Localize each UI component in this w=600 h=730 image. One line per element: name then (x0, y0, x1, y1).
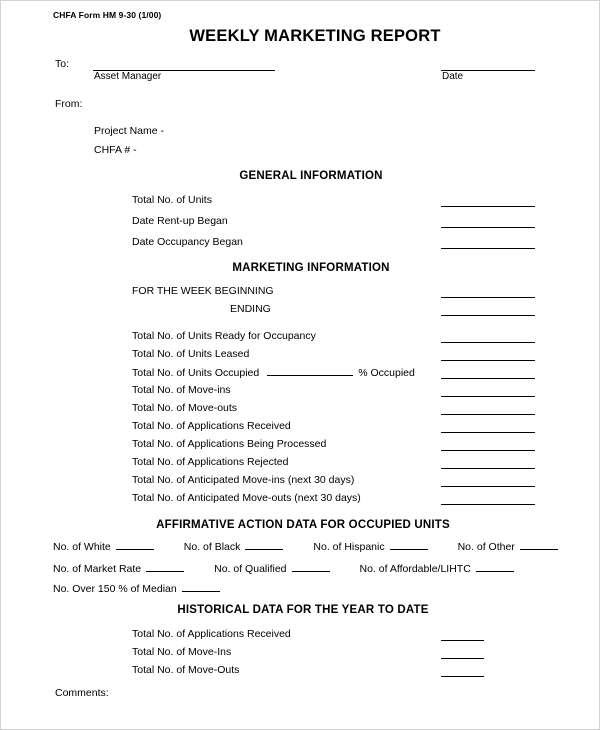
answer-line-units-ready-for-occupancy[interactable] (441, 342, 535, 343)
chfa-number-label: CHFA # - (94, 144, 137, 156)
answer-line-date-rentup-began[interactable] (441, 227, 535, 228)
section-heading-historical-data: HISTORICAL DATA FOR THE YEAR TO DATE (177, 604, 429, 616)
blank-no-of-black[interactable] (245, 540, 283, 550)
answer-line-historical-move-outs[interactable] (441, 676, 484, 677)
to-label: To: (55, 58, 70, 70)
section-heading-marketing-information: MARKETING INFORMATION (232, 262, 390, 274)
page-title: WEEKLY MARKETING REPORT (189, 27, 441, 45)
blank-no-of-hispanic[interactable] (390, 540, 428, 550)
section-heading-general-information: GENERAL INFORMATION (239, 170, 383, 182)
answer-line-week-ending[interactable] (441, 315, 535, 316)
row-label-historical-move-outs: Total No. of Move-Outs (132, 664, 240, 676)
blank-no-of-other[interactable] (520, 540, 558, 550)
affirmative-action-row-2 (53, 562, 518, 575)
comments-label: Comments: (55, 687, 109, 699)
label-no-of-white: No. of White (53, 541, 111, 553)
row-label-units-ready-for-occupancy: Total No. of Units Ready for Occupancy (132, 330, 316, 342)
blank-no-of-white[interactable] (116, 540, 154, 550)
blank-no-of-affordable-lihtc[interactable] (476, 562, 514, 572)
label-no-of-qualified: No. of Qualified (214, 563, 287, 575)
row-label-applications-being-processed: Total No. of Applications Being Processed (132, 438, 327, 450)
label-no-of-affordable-lihtc: No. of Affordable/LIHTC (359, 563, 471, 575)
label-no-of-other: No. of Other (457, 541, 515, 553)
date-caption: Date (442, 71, 464, 82)
answer-line-week-beginning[interactable] (441, 297, 535, 298)
blank-no-over-150-percent-median[interactable] (182, 582, 220, 592)
answer-line-total-units[interactable] (441, 206, 535, 207)
answer-line-move-outs[interactable] (441, 414, 535, 415)
row-label-anticipated-move-ins: Total No. of Anticipated Move-ins (next 30 days) (132, 474, 355, 486)
label-no-of-market-rate: No. of Market Rate (53, 563, 142, 575)
blank-no-of-market-rate[interactable] (146, 562, 184, 572)
label-no-of-black: No. of Black (183, 541, 241, 553)
row-label-total-units: Total No. of Units (132, 194, 212, 206)
row-label-applications-received: Total No. of Applications Received (132, 420, 291, 432)
asset-manager-caption: Asset Manager (94, 71, 162, 82)
answer-line-anticipated-move-outs[interactable] (441, 504, 535, 505)
row-label-anticipated-move-outs: Total No. of Anticipated Move-outs (next 30 days) (132, 492, 361, 504)
row-label-historical-applications-received: Total No. of Applications Received (132, 628, 291, 640)
answer-line-date-occupancy-began[interactable] (441, 248, 535, 249)
label-no-of-hispanic: No. of Hispanic (313, 541, 385, 553)
answer-line-applications-received[interactable] (441, 432, 535, 433)
row-label-units-occupied: Total No. of Units Occupied (132, 367, 260, 379)
from-label: From: (55, 98, 83, 110)
affirmative-action-row-3 (53, 582, 224, 595)
row-label-historical-move-ins: Total No. of Move-Ins (132, 646, 232, 658)
row-label-move-outs: Total No. of Move-outs (132, 402, 238, 414)
section-heading-affirmative-action: AFFIRMATIVE ACTION DATA FOR OCCUPIED UNITS (156, 519, 450, 531)
row-units-occupied (132, 366, 415, 379)
blank-no-of-qualified[interactable] (292, 562, 330, 572)
answer-line-units-occupied[interactable] (441, 378, 535, 379)
answer-line-historical-applications-received[interactable] (441, 640, 484, 641)
answer-line-move-ins[interactable] (441, 396, 535, 397)
inline-blank-units-occupied[interactable] (267, 366, 353, 376)
row-label-applications-rejected: Total No. of Applications Rejected (132, 456, 289, 468)
answer-line-historical-move-ins[interactable] (441, 658, 484, 659)
row-label-week-ending: ENDING (230, 303, 271, 315)
row-label-move-ins: Total No. of Move-ins (132, 384, 231, 396)
row-suffix-percent-occupied: % Occupied (358, 367, 415, 379)
row-label-units-leased: Total No. of Units Leased (132, 348, 250, 360)
answer-line-anticipated-move-ins[interactable] (441, 486, 535, 487)
row-label-week-beginning: FOR THE WEEK BEGINNING (132, 285, 274, 297)
row-label-date-occupancy-began: Date Occupancy Began (132, 236, 243, 248)
answer-line-applications-rejected[interactable] (441, 468, 535, 469)
affirmative-action-row-1 (53, 540, 562, 553)
form-code: CHFA Form HM 9-30 (1/00) (53, 10, 162, 20)
project-name-label: Project Name - (94, 125, 165, 137)
label-no-over-150-percent-median: No. Over 150 % of Median (53, 583, 177, 595)
answer-line-applications-being-processed[interactable] (441, 450, 535, 451)
row-label-date-rentup-began: Date Rent-up Began (132, 215, 228, 227)
answer-line-units-leased[interactable] (441, 360, 535, 361)
